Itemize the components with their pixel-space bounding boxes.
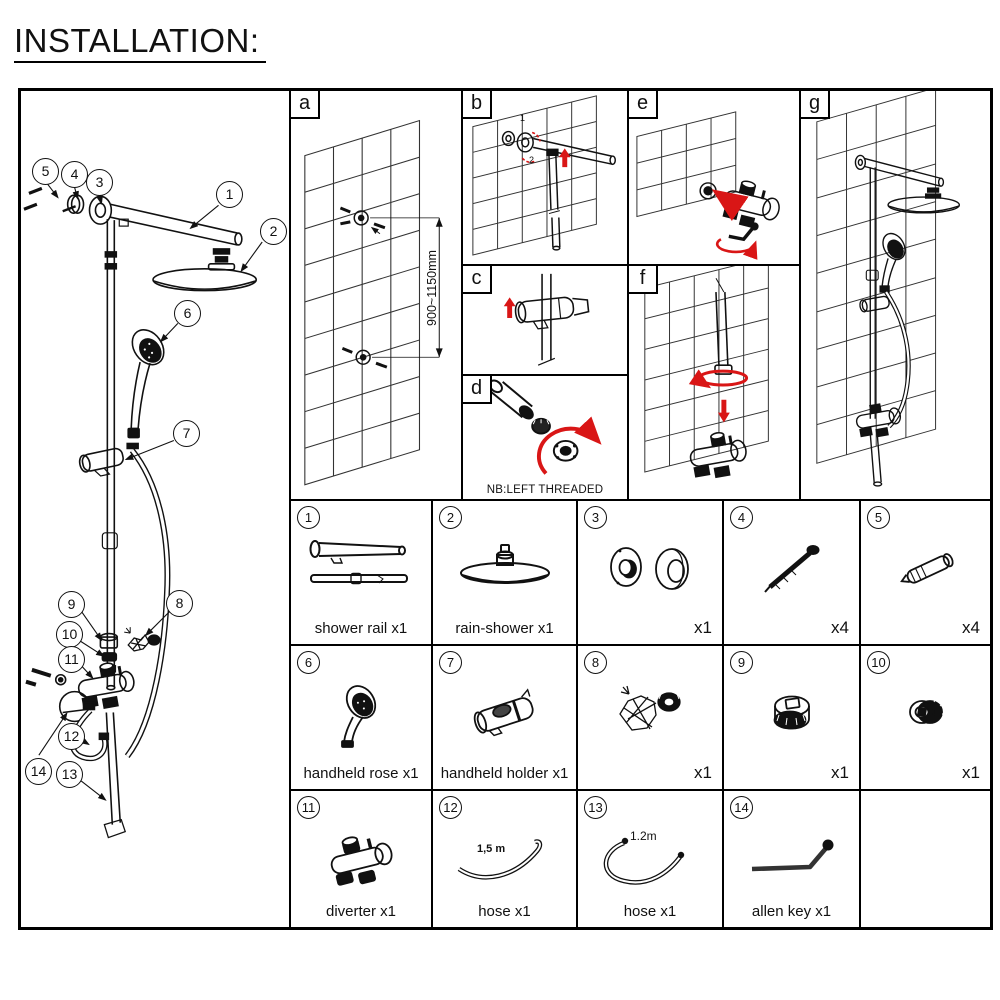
callout-12: 12 — [58, 723, 85, 750]
step-panel-b — [462, 90, 628, 265]
empty-cell — [860, 790, 991, 928]
part-qty: x1 — [962, 763, 980, 782]
part-cell-3 — [577, 500, 723, 645]
step-label-d: d — [463, 376, 492, 404]
step-panel-a — [290, 90, 462, 500]
step-label-b: b — [463, 91, 492, 119]
callout-9: 9 — [58, 591, 85, 618]
part-label: shower rail x1 — [314, 620, 408, 637]
hose-nut-icon — [732, 672, 852, 752]
callout-4: 4 — [61, 161, 88, 188]
part-label: diverter x1 — [325, 903, 397, 920]
wall-flange-icon — [590, 527, 710, 607]
shower-rail-icon — [301, 527, 421, 607]
part-number: 7 — [439, 651, 462, 674]
callout-13: 13 — [56, 761, 83, 788]
step-panel-c — [462, 265, 628, 375]
part-number: 9 — [730, 651, 753, 674]
handheld-holder-icon — [445, 672, 565, 752]
part-number: 8 — [584, 651, 607, 674]
dimension-label: 900~1150mm — [425, 250, 439, 326]
part-qty: x1 — [694, 763, 712, 782]
wall-plug-icon — [866, 527, 986, 607]
step-label-g: g — [801, 91, 830, 119]
rain-shower-icon — [445, 527, 565, 607]
callout-2: 2 — [260, 218, 287, 245]
step-g-illustration — [801, 91, 990, 499]
plug-adapter-icon — [866, 672, 986, 752]
callout-7: 7 — [173, 420, 200, 447]
callout-8: 8 — [166, 590, 193, 617]
part-qty: x4 — [831, 618, 849, 637]
step-d-note: NB:LEFT THREADED — [486, 484, 604, 496]
step-panel-d — [462, 375, 628, 500]
step-panel-g — [800, 90, 991, 500]
page-title: INSTALLATION: — [14, 22, 266, 63]
part-label: rain-shower x1 — [455, 620, 554, 637]
callout-1: 1 — [216, 181, 243, 208]
part-qty: x4 — [962, 618, 980, 637]
filter-fitting-icon — [590, 672, 710, 752]
part-cell-7 — [432, 645, 577, 790]
step-panel-e — [628, 90, 800, 265]
part-cell-11 — [290, 790, 432, 928]
diagram-frame — [18, 88, 993, 930]
part-number: 4 — [730, 506, 753, 529]
part-number: 6 — [297, 651, 320, 674]
screw-icon — [732, 527, 852, 607]
handheld-rose-icon — [301, 672, 421, 752]
part-cell-13 — [577, 790, 723, 928]
callout-3: 3 — [86, 169, 113, 196]
diverter-icon — [301, 817, 421, 897]
hose-length-label: 1,5 m — [477, 843, 506, 855]
exploded-diagram-panel — [20, 90, 290, 928]
step-b-mark-2: 2 — [529, 155, 535, 165]
part-label: handheld rose x1 — [303, 765, 419, 782]
part-number: 12 — [439, 796, 462, 819]
callout-11: 11 — [58, 646, 85, 673]
part-number: 1 — [297, 506, 320, 529]
part-number: 11 — [297, 796, 320, 819]
part-cell-2 — [432, 500, 577, 645]
step-label-f: f — [629, 266, 658, 294]
part-label: hose x1 — [623, 903, 677, 920]
callout-10: 10 — [56, 621, 83, 648]
part-cell-8 — [577, 645, 723, 790]
part-cell-9 — [723, 645, 860, 790]
step-label-a: a — [291, 91, 320, 119]
hose-length-label: 1.2m — [630, 829, 657, 843]
part-number: 14 — [730, 796, 753, 819]
part-label: hose x1 — [478, 903, 531, 920]
step-panel-f — [628, 265, 800, 500]
part-number: 5 — [867, 506, 890, 529]
step-label-c: c — [463, 266, 492, 294]
callout-14: 14 — [25, 758, 52, 785]
part-cell-10 — [860, 645, 991, 790]
allen-key-icon — [732, 817, 852, 897]
part-number: 2 — [439, 506, 462, 529]
part-qty: x1 — [831, 763, 849, 782]
callout-5: 5 — [32, 158, 59, 185]
part-cell-14 — [723, 790, 860, 928]
step-label-e: e — [629, 91, 658, 119]
step-f-illustration — [629, 266, 799, 499]
part-cell-4 — [723, 500, 860, 645]
part-cell-1 — [290, 500, 432, 645]
step-b-mark-1: 1 — [520, 113, 526, 123]
part-number: 3 — [584, 506, 607, 529]
part-number: 10 — [867, 651, 890, 674]
part-cell-12 — [432, 790, 577, 928]
part-label: handheld holder x1 — [440, 765, 569, 782]
part-label: allen key x1 — [751, 903, 832, 920]
hose-icon — [445, 817, 565, 897]
exploded-diagram-illustration — [21, 91, 289, 927]
part-cell-6 — [290, 645, 432, 790]
part-cell-5 — [860, 500, 991, 645]
part-number: 13 — [584, 796, 607, 819]
part-qty: x1 — [694, 618, 712, 637]
callout-6: 6 — [174, 300, 201, 327]
